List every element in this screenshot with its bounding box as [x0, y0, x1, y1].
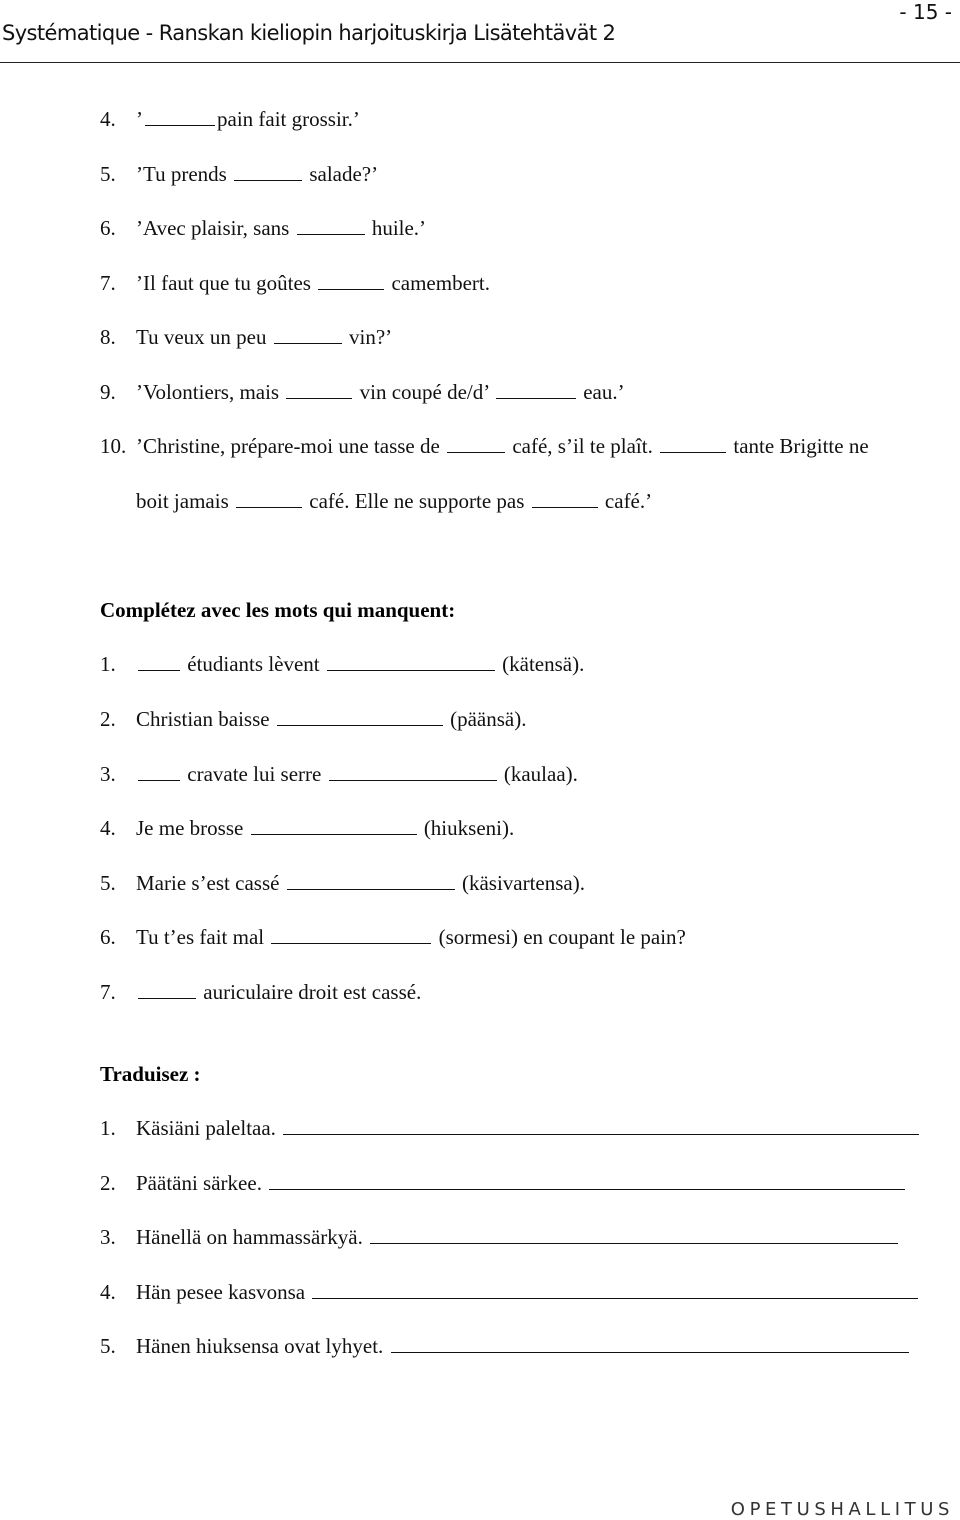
exercise-a-item-9: 9. ’Volontiers, mais vin coupé de/d’ eau.’ [100, 380, 625, 404]
exercise-a-item-8: 8. Tu veux un peu vin?’ [100, 325, 393, 349]
answer-blank[interactable] [370, 1225, 898, 1244]
answer-blank[interactable] [283, 1116, 919, 1135]
exercise-b-item-7: 7. auriculaire droit est cassé. [100, 980, 422, 1004]
exercise-b-heading: Complétez avec les mots qui manquent: [100, 598, 456, 622]
exercise-c-heading: Traduisez : [100, 1062, 201, 1086]
exercise-c-item-4: 4. Hän pesee kasvonsa [100, 1280, 920, 1304]
exercise-b-item-3: 3. cravate lui serre (kaulaa). [100, 762, 578, 786]
answer-blank[interactable] [496, 380, 576, 399]
document-title: Systématique - Ranskan kieliopin harjoituskirja Lisätehtävät 2 [2, 21, 616, 45]
answer-blank[interactable] [145, 107, 215, 126]
answer-blank[interactable] [318, 271, 384, 290]
exercise-b-item-5: 5. Marie s’est cassé (käsivartensa). [100, 871, 585, 895]
exercise-a-item-4: 4. ’ pain fait grossir.’ [100, 107, 360, 131]
answer-blank[interactable] [287, 871, 455, 890]
answer-blank[interactable] [312, 1280, 918, 1299]
answer-blank[interactable] [391, 1334, 909, 1353]
answer-blank[interactable] [138, 762, 180, 781]
answer-blank[interactable] [138, 652, 180, 671]
exercise-b-item-4: 4. Je me brosse (hiukseni). [100, 816, 515, 840]
exercise-c-item-3: 3. Hänellä on hammassärkyä. [100, 1225, 900, 1249]
answer-blank[interactable] [327, 652, 495, 671]
header-divider [0, 62, 960, 63]
exercise-a-item-7: 7. ’Il faut que tu goûtes camembert. [100, 271, 490, 295]
answer-blank[interactable] [297, 216, 365, 235]
answer-blank[interactable] [532, 489, 598, 508]
exercise-c-item-1: 1. Käsiäni paleltaa. [100, 1116, 921, 1140]
exercise-b-item-1: 1. étudiants lèvent (kätensä). [100, 652, 585, 676]
exercise-a-item-6: 6. ’Avec plaisir, sans huile.’ [100, 216, 427, 240]
answer-blank[interactable] [660, 434, 726, 453]
exercise-b-item-2: 2. Christian baisse (päänsä). [100, 707, 527, 731]
exercise-a-item-10: 10. ’Christine, prépare-moi une tasse de café, s’il te plaît. tante Brigitte ne [100, 434, 869, 458]
exercise-a-item-10-continued: boit jamais café. Elle ne supporte pas café.’ [136, 489, 653, 513]
page-number: - 15 - [899, 0, 952, 24]
answer-blank[interactable] [138, 980, 196, 999]
exercise-c-item-2: 2. Päätäni särkee. [100, 1171, 907, 1195]
answer-blank[interactable] [234, 162, 302, 181]
exercise-a-item-5: 5. ’Tu prends salade?’ [100, 162, 379, 186]
answer-blank[interactable] [277, 707, 443, 726]
answer-blank[interactable] [329, 762, 497, 781]
answer-blank[interactable] [269, 1171, 905, 1190]
answer-blank[interactable] [286, 380, 352, 399]
answer-blank[interactable] [274, 325, 342, 344]
answer-blank[interactable] [271, 925, 431, 944]
exercise-c-item-5: 5. Hänen hiuksensa ovat lyhyet. [100, 1334, 911, 1358]
exercise-b-item-6: 6. Tu t’es fait mal (sormesi) en coupant le pain? [100, 925, 686, 949]
publisher-logo: OPETUSHALLITUS [730, 1499, 954, 1520]
page-header [0, 0, 960, 62]
answer-blank[interactable] [236, 489, 302, 508]
answer-blank[interactable] [447, 434, 505, 453]
answer-blank[interactable] [251, 816, 417, 835]
